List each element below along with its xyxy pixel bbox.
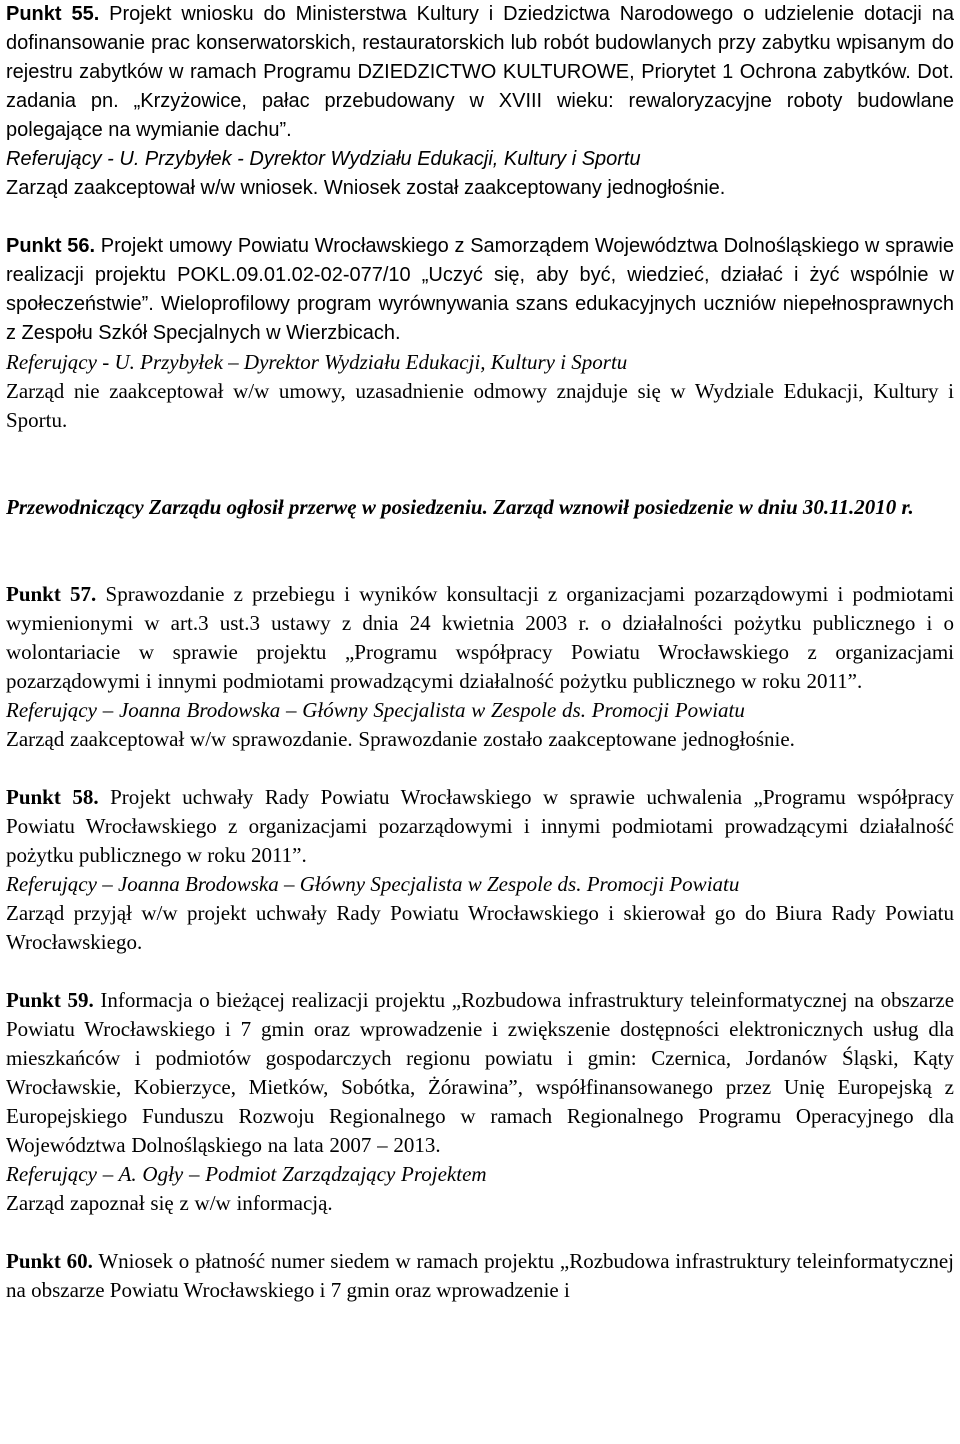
item-60-label: Punkt 60. (6, 1249, 93, 1273)
item-57-label: Punkt 57. (6, 582, 97, 606)
item-59-label: Punkt 59. (6, 988, 94, 1012)
item-58 (6, 783, 954, 957)
item-59-decision: Zarząd zapoznał się z w/w informacją. (6, 1191, 333, 1215)
spacer (6, 957, 954, 986)
item-55-label: Punkt 55. (6, 3, 100, 25)
item-56-label: Punkt 56. (6, 235, 96, 257)
item-55-referent: Referujący - U. Przybyłek - Dyrektor Wydziału Edukacji, Kultury i Sportu (6, 148, 641, 170)
item-55-text: Projekt wniosku do Ministerstwa Kultury i Dziedzictwa Narodowego o udzielenie dotacji na dofinansowanie prac konserwatorskich, restauratorskich lub robót budowlanych przy zabytku wpisanym do rejestru zabytków w ramach Programu DZIEDZICTWO KULTUROWE, Priorytet 1 Ochrona zabytków. Dot. zadania pn. „Krzyżowice, pałac przebudowany w XVIII wieku: rewaloryzacyjne roboty budowlane polegające na wymianie dachu”. (6, 3, 954, 141)
item-55-body (6, 0, 954, 145)
item-60-body (6, 1247, 954, 1305)
item-58-decision: Zarząd przyjął w/w projekt uchwały Rady Powiatu Wrocławskiego i skierował go do Biura Rady Powiatu Wrocławskiego. (6, 901, 954, 954)
item-56-decision: Zarząd nie zaakceptował w/w umowy, uzasadnienie odmowy znajduje się w Wydziale Edukacji, Kultury i Sportu. (6, 379, 954, 432)
item-58-label: Punkt 58. (6, 785, 99, 809)
item-57-referent: Referujący – Joanna Brodowska – Główny Specjalista w Zespole ds. Promocji Powiatu (6, 698, 745, 722)
item-60 (6, 1247, 954, 1305)
item-56-body (6, 232, 954, 348)
spacer (6, 435, 954, 493)
item-55-decision: Zarząd zaakceptował w/w wniosek. Wniosek został zaakceptowany jednogłośnie. (6, 177, 726, 199)
spacer (6, 522, 954, 580)
item-57-decision: Zarząd zaakceptował w/w sprawozdanie. Sprawozdanie zostało zaakceptowane jednogłośnie. (6, 727, 795, 751)
item-59-body (6, 986, 954, 1160)
item-60-text: Wniosek o płatność numer siedem w ramach projektu „Rozbudowa infrastruktury teleinformatycznej na obszarze Powiatu Wrocławskiego i 7 gmin oraz wprowadzenie i (6, 1249, 954, 1302)
item-58-referent: Referujący – Joanna Brodowska – Główny Specjalista w Zespole ds. Promocji Powiatu (6, 872, 740, 896)
spacer (6, 203, 954, 232)
item-56-text: Projekt umowy Powiatu Wrocławskiego z Samorządem Województwa Dolnośląskiego w sprawie realizacji projektu POKL.09.01.02-02-077/10 „Uczyć się, aby być, wiedzieć, działać i żyć wspólnie w społeczeństwie”. Wieloprofilowy program wyrównywania szans edukacyjnych uczniów niepełnosprawnych z Zespołu Szkół Specjalnych w Wierzbicach. (6, 235, 955, 344)
item-58-body (6, 783, 954, 870)
item-58-text: Projekt uchwały Rady Powiatu Wrocławskiego w sprawie uchwalenia „Programu współpracy Powiatu Wrocławskiego z organizacjami pozarządowymi i innymi podmiotami prowadzącymi działalność pożytku publicznego w roku 2011”. (6, 785, 954, 867)
session-break-notice: Przewodniczący Zarządu ogłosił przerwę w posiedzeniu. Zarząd wznowił posiedzenie w dniu 30.11.2010 r. (6, 495, 914, 519)
spacer (6, 1218, 954, 1247)
item-59-text: Informacja o bieżącej realizacji projektu „Rozbudowa infrastruktury teleinformatycznej na obszarze Powiatu Wrocławskiego i 7 gmin oraz wprowadzenie i zwiększenie dostępności elektronicznych usług dla mieszkańców i podmiotów gospodarczych regionu powiatu i gmin: Czernica, Jordanów Śląski, Kąty Wrocławskie, Kobierzyce, Mietków, Sobótka, Żórawina”, współfinansowanego przez Unię Europejską z Europejskiego Funduszu Rozwoju Regionalnego w ramach Regionalnego Programu Operacyjnego dla Województwa Dolnośląskiego na lata 2007 – 2013. (6, 988, 955, 1157)
item-59-referent: Referujący – A. Ogły – Podmiot Zarządzający Projektem (6, 1162, 487, 1186)
document-page (6, 0, 954, 1305)
item-57-body (6, 580, 954, 696)
item-56-referent: Referujący - U. Przybyłek – Dyrektor Wydziału Edukacji, Kultury i Sportu (6, 350, 628, 374)
item-59 (6, 986, 954, 1218)
spacer (6, 754, 954, 783)
item-57 (6, 580, 954, 754)
item-57-text: Sprawozdanie z przebiegu i wyników konsultacji z organizacjami pozarządowymi i podmiotami wymienionymi w art.3 ust.3 ustawy z dnia 24 kwietnia 2003 r. o działalności pożytku publicznego i o wolontariacie w sprawie projektu „Programu współpracy Powiatu Wrocławskiego z organizacjami pozarządowymi i innymi podmiotami prowadzącymi działalność pożytku publicznego w roku 2011”. (6, 582, 955, 693)
item-55 (6, 0, 954, 203)
item-56 (6, 232, 954, 435)
